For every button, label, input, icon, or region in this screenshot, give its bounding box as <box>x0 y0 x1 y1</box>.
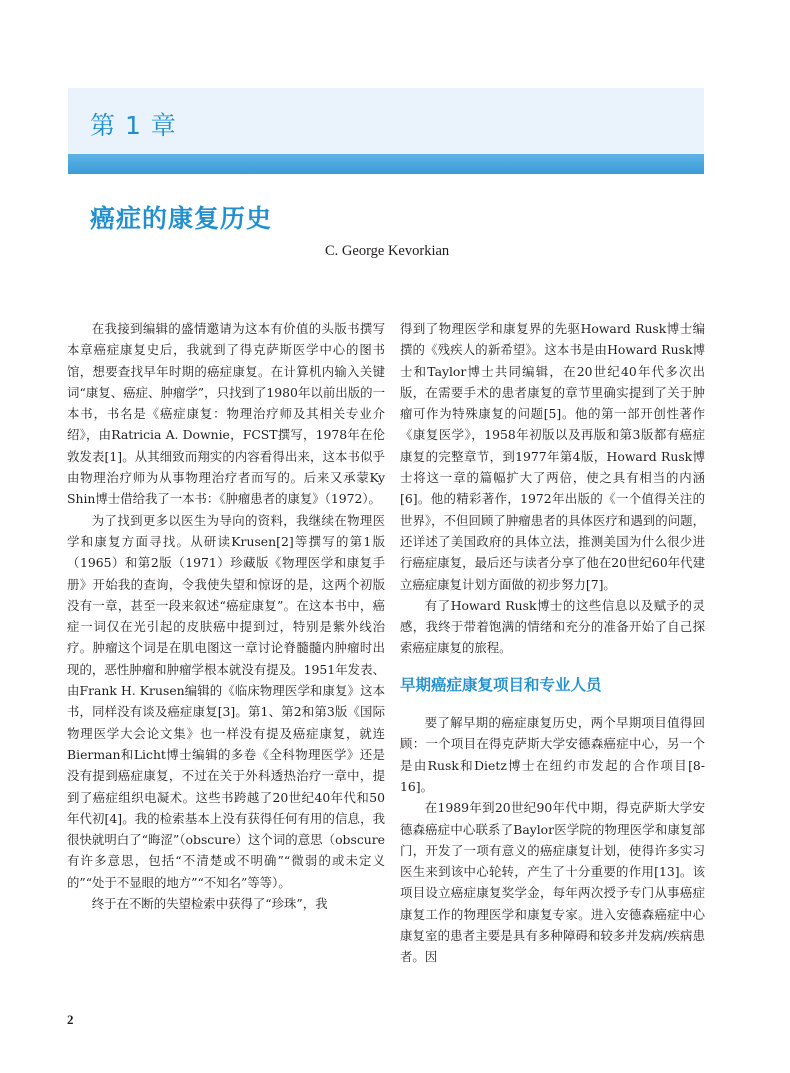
paragraph: 为了找到更多以医生为导向的资料，我继续在物理医学和康复方面寻找。从研读Krusen[2]等撰写的第1版（1965）和第2版（1971）珍藏版《物理医学和康复手册》开始我的查询，令我使失望和惊讶的是，这两个初版没有一章，甚至一段来叙述“癌症康复”。在这本书中，癌症一词仅在光引起的皮肤癌中提到过，特别是紫外线治疗。肿瘤这个词是在肌电图这一章讨论脊髓髓内肿瘤时出现的，恶性肿瘤和肿瘤学根本就没有提及。1951年发表、由Frank H. Krusen编辑的《临床物理医学和康复》这本书，同样没有谈及癌症康复[3]。第1、第2和第3版《国际物理医学大会论文集》也一样没有提及癌症康复，就连Bierman和Licht博士编辑的多卷《全科物理医学》还是没有提到癌症康复，不过在关于外科透热治疗一章中，提到了癌症组织电凝术。这些书跨越了20世纪40年代和50年代初[4]。我的检索基本上没有获得任何有用的信息，我很快就明白了“晦涩”（obscure）这个词的意思（obscure有许多意思，包括“不清楚或不明确”“微弱的或未定义的”“处于不显眼的地方”“不知名”等等）。 <box>67 512 385 890</box>
chapter-title: 癌症的康复历史 <box>90 204 273 233</box>
paragraph: 终于在不断的失望检索中获得了“珍珠”，我 <box>91 896 328 912</box>
right-column <box>400 318 705 968</box>
paragraph: 在1989年到20世纪90年代中期，得克萨斯大学安德森癌症中心联系了Baylor医学院的物理医学和康复部门，开发了一项有意义的癌症康复计划，使得许多实习医生来到该中心轮转，产生了十分重要的作用[13]。该项目设立癌症康复奖学金，每年两次授予专门从事癌症康复工作的物理医学和康复专家。进入安德森癌症中心康复室的患者主要是具有多种障碍和较多并发病/疾病患者。因 <box>400 800 705 965</box>
left-column <box>67 318 385 914</box>
section-heading: 早期癌症康复项目和专业人员 <box>400 675 602 694</box>
paragraph-continuation: 得到了物理医学和康复界的先驱Howard Rusk博士编撰的《残疾人的新希望》。这本书是由Howard Rusk博士和Taylor博士共同编辑，在20世纪40年代多次出版，在需要手术的患者康复的章节里确实提到了关于肿瘤可作为特殊康复的问题[5]。他的第一部开创性著作《康复医学》，1958年初版以及再版和第3版都有癌症康复的完整章节，到1977年第4版，Howard Rusk博士将这一章的篇幅扩大了两倍，使之具有相当的内涵[6]。他的精彩著作，1972年出版的《一个值得关注的世界》，不但回顾了肿瘤患者的具体医疗和遇到的问题，还详述了美国政府的具体立法，推测美国为什么很少进行癌症康复，最后还与读者分享了他在20世纪60年代建立癌症康复计划方面做的初步努力[7]。 <box>400 321 705 592</box>
chapter-number: 第 1 章 <box>90 111 177 140</box>
paragraph: 有了Howard Rusk博士的这些信息以及赋予的灵感，我终于带着饱满的情绪和充分的准备开始了自己探索癌症康复的旅程。 <box>400 597 705 656</box>
chapter-header-bar <box>68 154 704 174</box>
paragraph: 在我接到编辑的盛情邀请为这本有价值的头版书撰写本章癌症康复史后，我就到了得克萨斯医学中心的图书馆，想要查找早年时期的癌症康复。在计算机内输入关键词“康复、癌症、肿瘤学”，只找到了1980年以前出版的一本书，书名是《癌症康复：物理治疗师及其相关专业介绍》，由Ratricia A. Downie，FCST撰写，1978年在伦敦发表[1]。从其细致而翔实的内容看得出来，这本书似乎由物理治疗师为从事物理治疗者而写的。后来又承蒙Ky Shin博士借给我了一本书：《肿瘤患者的康复》（1972）。 <box>67 321 385 507</box>
page-number: 2 <box>67 1012 74 1027</box>
paragraph: 要了解早期的癌症康复历史，两个早期项目值得回顾：一个项目在得克萨斯大学安德森癌症中心，另一个是由Rusk和Dietz博士在纽约市发起的合作项目[8-16]。 <box>400 715 705 794</box>
chapter-author: C. George Kevorkian <box>325 243 450 259</box>
